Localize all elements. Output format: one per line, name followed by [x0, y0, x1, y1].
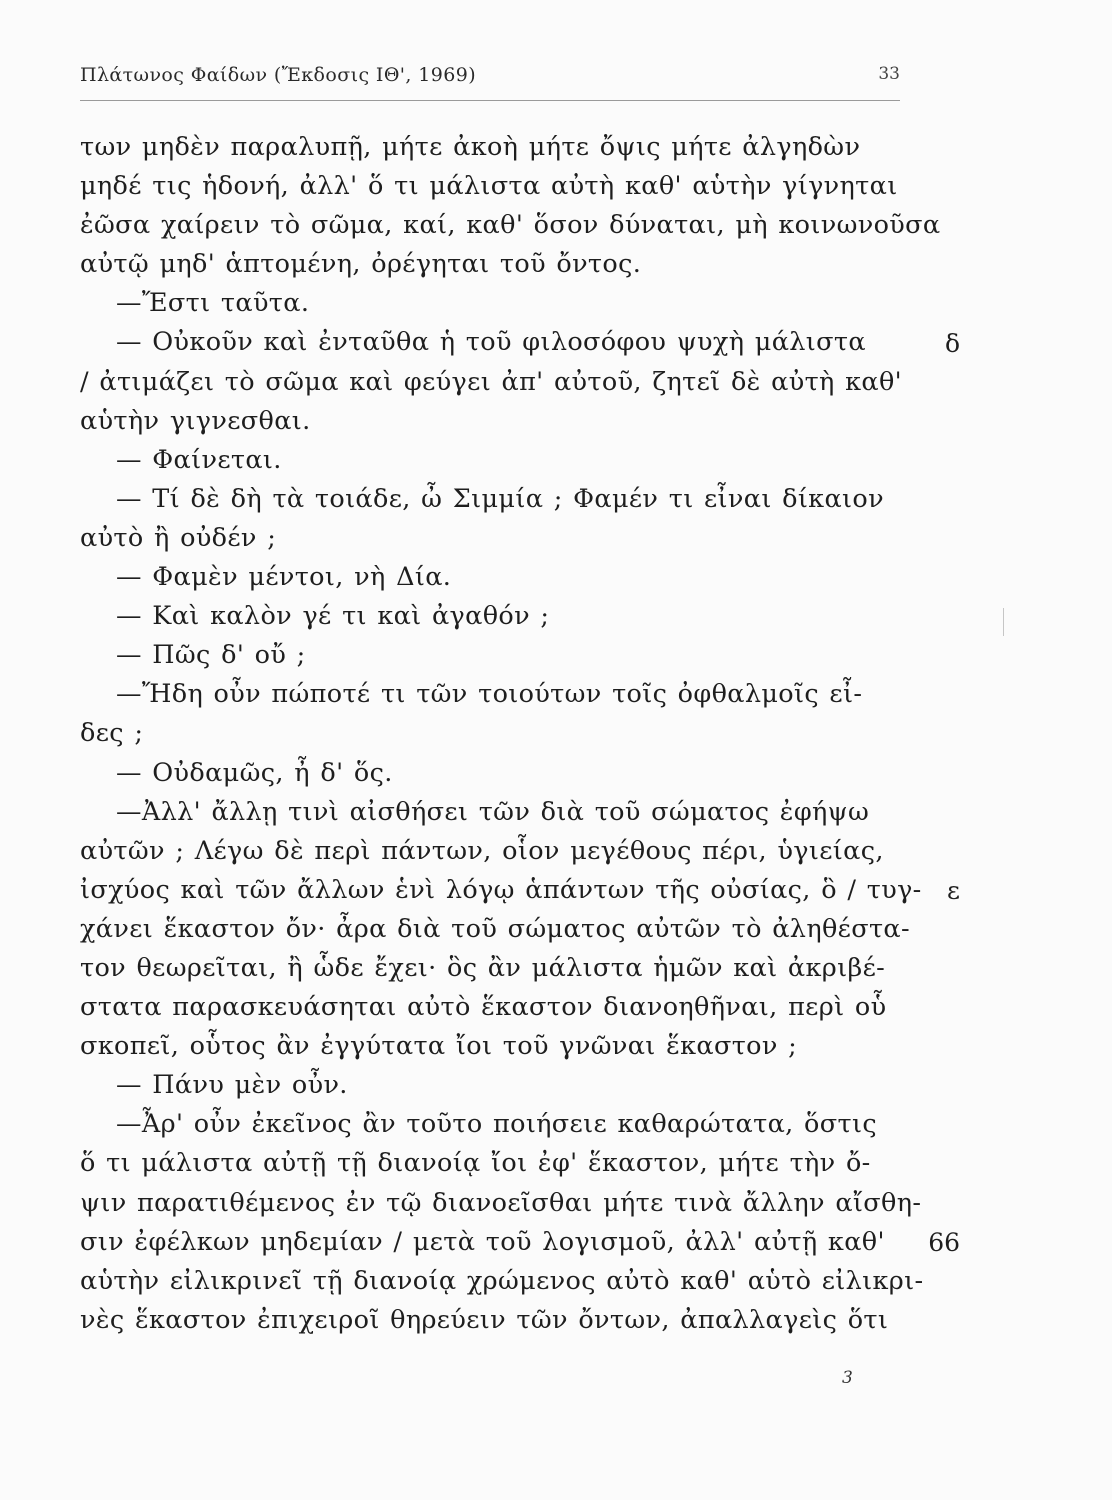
- text-line: —Ἀλλ' ἄλλῃ τινὶ αἰσθήσει τῶν διὰ τοῦ σώματος ἐφήψω: [116, 796, 870, 827]
- text-line: αὐτῶν ; Λέγω δὲ περὶ πάντων, οἷον μεγέθους πέρι, ὑγιείας,: [80, 835, 884, 866]
- text-line: αὑτὴν γιγνεσθαι.: [80, 405, 311, 436]
- text-line: —Ἆρ' οὖν ἐκεῖνος ἂν τοῦτο ποιήσειε καθαρώτατα, ὅστις: [116, 1109, 877, 1140]
- margin-reference: δ: [944, 328, 960, 358]
- margin-reference: 66: [928, 1227, 960, 1257]
- text-line: — Πῶς δ' οὔ ;: [116, 640, 306, 671]
- text-line: — Πάνυ μὲν οὖν.: [116, 1070, 348, 1101]
- page-header: [80, 64, 900, 94]
- body-text: [80, 128, 941, 1340]
- text-line: αὑτὴν εἰλικρινεῖ τῇ διανοίᾳ χρώμενος αὐτὸ καθ' αὑτὸ εἰλικρι-: [80, 1265, 924, 1296]
- text-line: δες ;: [80, 718, 144, 749]
- margin-reference: ε: [947, 875, 960, 905]
- text-line: των μηδὲν παραλυπῇ, μήτε ἀκοὴ μήτε ὄψις μήτε ἀλγηδὼν: [80, 132, 861, 162]
- text-line: / ἀτιμάζει τὸ σῶμα καὶ φεύγει ἀπ' αὐτοῦ, ζητεῖ δὲ αὐτὴ καθ': [80, 366, 903, 397]
- text-line: ἰσχύος καὶ τῶν ἄλλων ἑνὶ λόγῳ ἁπάντων τῆς οὐσίας, ὃ / τυγ-: [80, 874, 922, 905]
- text-line: χάνει ἕκαστον ὄν· ἆρα διὰ τοῦ σώματος αὐτῶν τὸ ἀληθέστα-: [80, 913, 910, 944]
- text-line: αὐτὸ ἢ οὐδέν ;: [80, 522, 277, 553]
- text-line: — Οὐκοῦν καὶ ἐνταῦθα ἡ τοῦ φιλοσόφου ψυχὴ μάλιστα: [116, 327, 866, 358]
- text-line: — Φαίνεται.: [116, 444, 282, 475]
- text-line: — Φαμὲν μέντοι, νὴ Δία.: [116, 562, 452, 593]
- text-line: σιν ἐφέλκων μηδεμίαν / μετὰ τοῦ λογισμοῦ, ἀλλ' αὐτῇ καθ': [80, 1226, 885, 1257]
- text-line: —Ἤδη οὖν πώποτέ τι τῶν τοιούτων τοῖς ὀφθαλμοῖς εἶ-: [116, 679, 863, 710]
- text-line: τον θεωρεῖται, ἢ ὧδε ἔχει· ὃς ἂν μάλιστα ἡμῶν καὶ ἀκριβέ-: [80, 952, 886, 983]
- scan-artifact: [1003, 608, 1004, 636]
- text-line: ψιν παρατιθέμενος ἐν τῷ διανοεῖσθαι μήτε τινὰ ἄλλην αἴσθη-: [80, 1187, 922, 1218]
- text-line: ἐῶσα χαίρειν τὸ σῶμα, καί, καθ' ὅσον δύναται, μὴ κοινωνοῦσα: [80, 210, 941, 241]
- text-line: —Ἔστι ταῦτα.: [116, 288, 310, 319]
- signature-mark: 3: [842, 1368, 853, 1388]
- text-line: σκοπεῖ, οὗτος ἂν ἐγγύτατα ἴοι τοῦ γνῶναι ἕκαστον ;: [80, 1031, 798, 1062]
- running-head: Πλάτωνος Φαίδων (Ἔκδοσις ΙΘ', 1969): [80, 64, 477, 86]
- text-line: νὲς ἕκαστον ἐπιχειροῖ θηρεύειν τῶν ὄντων, ἀπαλλαγεὶς ὅτι: [80, 1304, 889, 1335]
- text-line: ὅ τι μάλιστα αὐτῇ τῇ διανοίᾳ ἴοι ἐφ' ἕκαστον, μήτε τὴν ὄ-: [80, 1148, 871, 1179]
- header-rule: [80, 100, 900, 101]
- text-line: στατα παρασκευάσηται αὐτὸ ἕκαστον διανοηθῆναι, περὶ οὗ: [80, 992, 887, 1023]
- text-line: — Τί δὲ δὴ τὰ τοιάδε, ὦ Σιμμία ; Φαμέν τι εἶναι δίκαιον: [116, 483, 884, 514]
- text-line: αὐτῷ μηδ' ἁπτομένη, ὀρέγηται τοῦ ὄντος.: [80, 249, 642, 280]
- page-number: 33: [878, 64, 900, 84]
- text-line: — Οὐδαμῶς, ἦ δ' ὅς.: [116, 757, 393, 788]
- text-line: μηδέ τις ἡδονή, ἀλλ' ὅ τι μάλιστα αὐτὴ καθ' αὑτὴν γίγνηται: [80, 171, 898, 202]
- text-line: — Καὶ καλὸν γέ τι καὶ ἀγαθόν ;: [116, 601, 550, 632]
